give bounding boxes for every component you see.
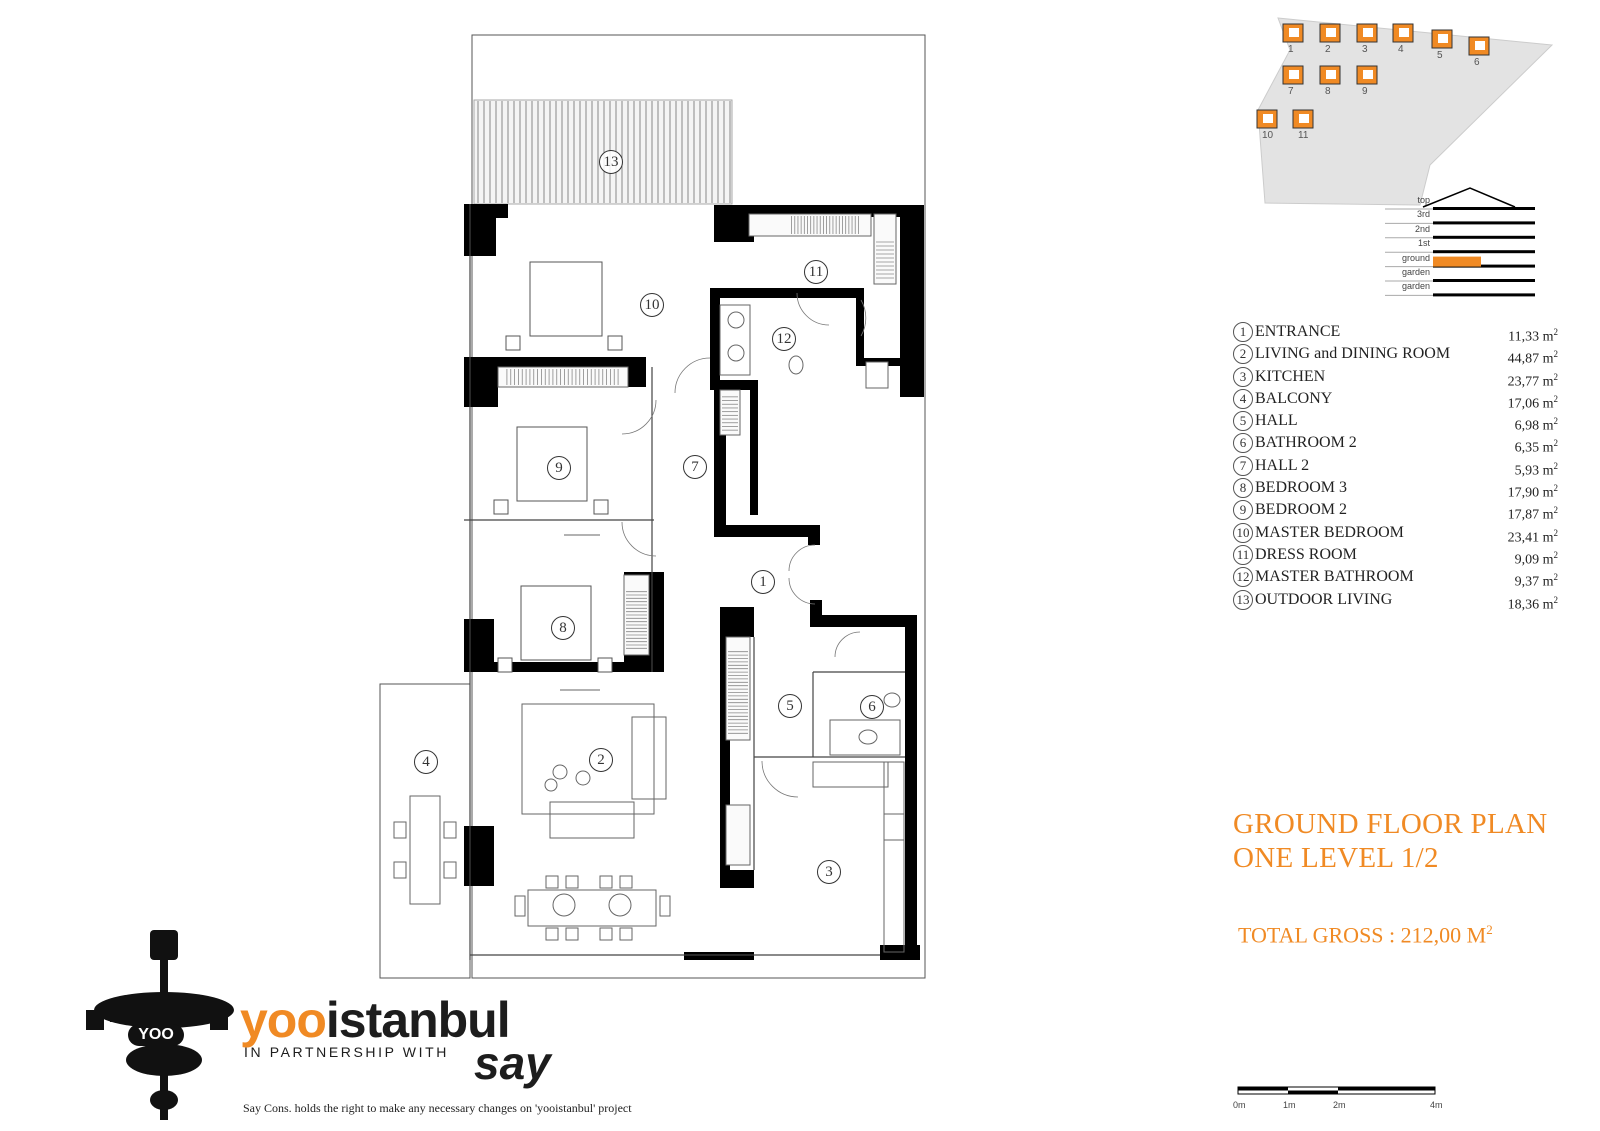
legend-number: 1 (1233, 322, 1253, 342)
room-marker-3[interactable]: 3 (817, 860, 841, 884)
legend-row (1233, 410, 1563, 432)
site-unit-inner-10 (1263, 114, 1273, 123)
scale-label-4: 4m (1430, 1100, 1443, 1110)
legend-row (1233, 544, 1563, 566)
dining-chairs (394, 822, 670, 940)
site-unit-number: 1 (1288, 44, 1294, 55)
legend-area-value: 44,87 m (1507, 351, 1554, 367)
legend-row (1233, 589, 1563, 611)
legend-area-value: 11,33 m (1508, 329, 1554, 345)
legend-area-sup: 2 (1553, 549, 1558, 560)
room-marker-9[interactable]: 9 (547, 456, 571, 480)
room-marker-10[interactable]: 10 (640, 293, 664, 317)
site-unit-number: 10 (1262, 130, 1274, 141)
scale-label-0: 0m (1233, 1100, 1246, 1110)
brand-say: say (474, 1037, 551, 1089)
legend-room-name: BEDROOM 3 (1255, 479, 1348, 497)
disclaimer: Say Cons. holds the right to make any necessary changes on 'yooistanbul' project (243, 1101, 632, 1115)
legend-number: 11 (1233, 545, 1253, 565)
legend-area-sup: 2 (1553, 527, 1558, 538)
legend-room-name: BALCONY (1255, 389, 1333, 407)
legend-row (1233, 477, 1563, 499)
legend-area-value: 18,36 m (1507, 597, 1554, 613)
floor-label: garden (1401, 267, 1430, 277)
legend-area-value: 17,87 m (1507, 508, 1554, 524)
legend-room-name: BEDROOM 2 (1255, 501, 1348, 519)
scale-label-1: 1m (1283, 1100, 1296, 1110)
legend-room-name: HALL 2 (1255, 456, 1310, 474)
room-marker-12[interactable]: 12 (772, 327, 796, 351)
legend-number: 6 (1233, 433, 1253, 453)
legend-row (1233, 455, 1563, 477)
total-gross-unit-sup: 2 (1486, 922, 1493, 937)
legend-number: 4 (1233, 389, 1253, 409)
legend-number: 5 (1233, 411, 1253, 431)
legend-area-sup: 2 (1553, 438, 1558, 449)
site-unit-number: 7 (1288, 86, 1294, 97)
legend-room-name: KITCHEN (1255, 367, 1326, 385)
legend-row (1233, 388, 1563, 410)
room-marker-8[interactable]: 8 (551, 616, 575, 640)
legend-area-sup: 2 (1553, 483, 1558, 494)
site-unit-inner-5 (1438, 34, 1448, 43)
kitchen-counter (813, 762, 904, 952)
floor-slab (1433, 279, 1535, 282)
yoo-logo-badge: YOO (128, 1024, 184, 1046)
site-unit-number: 9 (1362, 86, 1368, 97)
floor-label: 1st (1417, 238, 1430, 249)
brand-wordmark (240, 992, 510, 1048)
site-unit-inner-3 (1363, 28, 1373, 37)
legend-area-value: 5,93 m (1514, 463, 1554, 479)
legend-area-value: 9,37 m (1514, 574, 1554, 590)
legend-area-value: 6,98 m (1514, 418, 1554, 434)
site-unit-inner-9 (1363, 70, 1373, 79)
legend-room-name: MASTER BATHROOM (1255, 568, 1414, 586)
room-marker-11[interactable]: 11 (804, 260, 828, 284)
site-unit-number: 2 (1325, 44, 1331, 55)
legend-area-sup: 2 (1553, 416, 1558, 427)
floor-label: 2nd (1414, 223, 1430, 234)
legend-area-value: 23,77 m (1507, 374, 1554, 390)
floor-slab (1433, 293, 1535, 296)
site-unit-inner-8 (1326, 70, 1336, 79)
site-unit-inner-11 (1299, 114, 1309, 123)
floor-label: garden (1401, 281, 1430, 292)
room-marker-13[interactable]: 13 (599, 150, 623, 174)
legend-room-name: MASTER BEDROOM (1255, 523, 1404, 541)
legend-area-value: 17,06 m (1507, 396, 1554, 412)
legend-room-name: LIVING and DINING ROOM (1255, 345, 1451, 363)
legend-room-name: ENTRANCE (1255, 323, 1341, 340)
legend-row (1233, 366, 1563, 388)
legend-number: 3 (1233, 367, 1253, 387)
site-plan (1257, 18, 1552, 205)
floor-slab (1433, 236, 1535, 239)
legend-number: 9 (1233, 500, 1253, 520)
total-gross-text: TOTAL GROSS : 212,00 M (1238, 922, 1487, 948)
total-gross-area (1238, 922, 1493, 948)
legend-number: 2 (1233, 344, 1253, 364)
site-unit-number: 5 (1437, 50, 1443, 61)
room-marker-1[interactable]: 1 (751, 570, 775, 594)
legend-room-name: DRESS ROOM (1255, 545, 1357, 563)
site-unit-inner-2 (1326, 28, 1336, 37)
plan-subtitle: ONE LEVEL 1/2 (1233, 842, 1439, 874)
legend-row (1233, 522, 1563, 544)
site-unit-number: 8 (1325, 86, 1331, 97)
legend-area-sup: 2 (1553, 460, 1558, 471)
scale-bar (1238, 1087, 1435, 1094)
legend-area-value: 6,35 m (1514, 441, 1554, 457)
site-unit-inner-6 (1475, 41, 1485, 50)
legend-row (1233, 566, 1563, 588)
room-marker-4[interactable]: 4 (414, 750, 438, 774)
floor-label: top (1417, 195, 1430, 205)
legend-number: 8 (1233, 478, 1253, 498)
legend-row (1233, 343, 1563, 365)
site-unit-number: 4 (1398, 44, 1404, 55)
site-unit-inner-7 (1289, 70, 1299, 79)
floor-label: 3rd (1416, 209, 1430, 220)
legend-area-value: 17,90 m (1507, 485, 1554, 501)
legend-area-value: 9,09 m (1514, 552, 1554, 568)
legend-row (1233, 432, 1563, 457)
legend-room-area (1508, 589, 1558, 617)
highlighted-floor-marker (1433, 257, 1481, 267)
brand-yoo: yoo (240, 992, 326, 1048)
legend-area-sup: 2 (1553, 505, 1558, 516)
legend-row (1233, 321, 1563, 343)
room-marker-2[interactable]: 2 (589, 748, 613, 772)
site-unit-number: 11 (1298, 130, 1309, 141)
legend-area-sup: 2 (1553, 393, 1558, 404)
site-unit-number: 3 (1362, 44, 1368, 55)
legend-room-name: OUTDOOR LIVING (1255, 590, 1393, 608)
legend-area-value: 23,41 m (1507, 530, 1554, 546)
room-area-legend (1233, 321, 1563, 611)
brand-istanbul: istanbul (325, 992, 510, 1048)
legend-area-sup: 2 (1553, 349, 1558, 360)
legend-area-sup: 2 (1553, 594, 1558, 605)
legend-area-sup: 2 (1553, 572, 1558, 583)
room-marker-6[interactable]: 6 (860, 695, 884, 719)
legend-room-name: BATHROOM 2 (1255, 434, 1357, 452)
room-marker-7[interactable]: 7 (683, 455, 707, 479)
site-unit-inner-1 (1289, 28, 1299, 37)
legend-number: 13 (1233, 590, 1253, 610)
floor-slab (1433, 221, 1535, 224)
floor-slab (1433, 250, 1535, 253)
site-unit-inner-4 (1399, 28, 1409, 37)
room-marker-5[interactable]: 5 (778, 694, 802, 718)
legend-row (1233, 499, 1563, 524)
legend-number: 12 (1233, 567, 1253, 587)
legend-number: 10 (1233, 523, 1253, 543)
brand-partnership: IN PARTNERSHIP WITH (244, 1044, 449, 1060)
legend-number: 7 (1233, 456, 1253, 476)
floor-label: ground (1401, 252, 1430, 263)
plan-title: GROUND FLOOR PLAN (1233, 808, 1548, 840)
site-unit-number: 6 (1474, 57, 1480, 68)
legend-area-sup: 2 (1553, 327, 1558, 337)
legend-area-sup: 2 (1553, 371, 1558, 382)
legend-room-name: HALL (1255, 412, 1298, 430)
living-furniture (410, 704, 666, 926)
scale-label-2: 2m (1333, 1100, 1346, 1110)
floor-slab (1433, 207, 1535, 210)
